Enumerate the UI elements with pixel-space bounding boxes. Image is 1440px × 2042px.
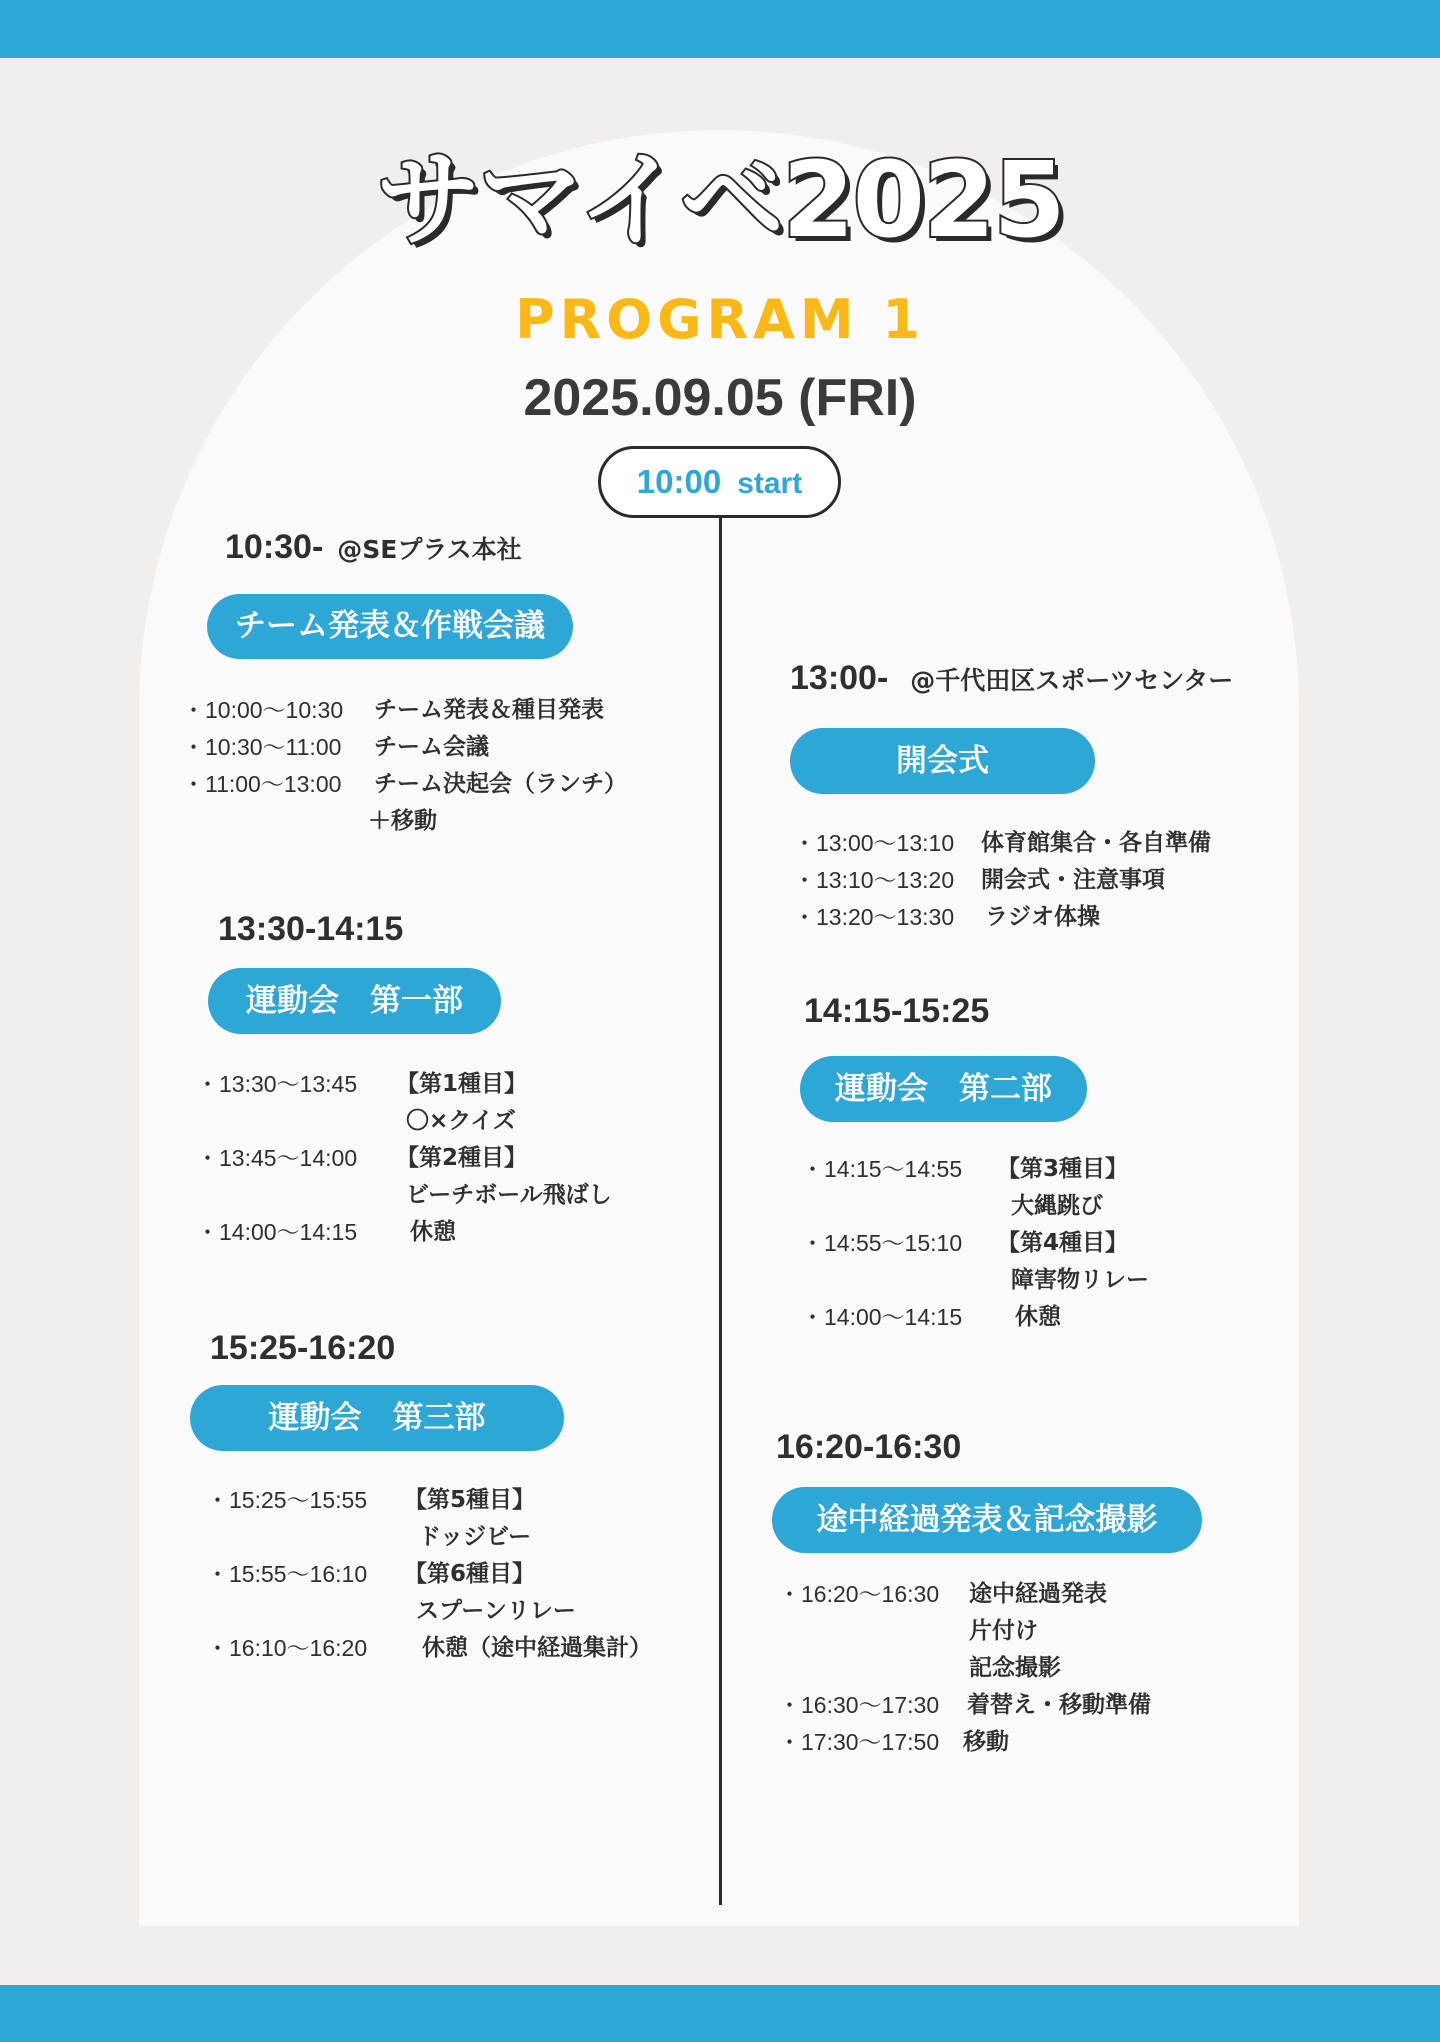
- timeline-line: [719, 518, 722, 1905]
- schedule-block-right-2: [804, 994, 989, 1028]
- block-heading-part-1: 運動会 第一部: [208, 968, 501, 1034]
- block-time: 16:20-16:30: [776, 1428, 962, 1466]
- schedule-block-left-3: [210, 1331, 395, 1365]
- block-venue: @千代田区スポーツセンター: [910, 666, 1234, 695]
- block-heading-opening: 開会式: [790, 728, 1095, 794]
- block-heading-part-2: 運動会 第二部: [800, 1056, 1087, 1122]
- block-time: 10:30- @SEプラス本社: [225, 528, 522, 566]
- block-time: 15:25-16:20: [210, 1329, 396, 1367]
- block-time: 13:30-14:15: [218, 910, 404, 948]
- schedule-block-left-2: [218, 912, 403, 946]
- block-heading-team-meeting: チーム発表＆作戦会議: [207, 594, 573, 659]
- start-badge: [598, 446, 841, 518]
- block-heading-interim-photo: 途中経過発表＆記念撮影: [772, 1487, 1202, 1553]
- block-venue: @SEプラス本社: [337, 535, 522, 564]
- event-date: 2025.09.05 (FRI): [523, 369, 917, 427]
- start-label: start: [737, 467, 803, 500]
- program-label: PROGRAM 1: [515, 288, 925, 351]
- block-heading-part-3: 運動会 第三部: [190, 1385, 564, 1451]
- bottom-band: [0, 1985, 1440, 2042]
- top-band: [0, 0, 1440, 58]
- block-time: 14:15-15:25: [804, 992, 990, 1030]
- page-title: サマイベ2025: [376, 139, 1064, 261]
- start-time: 10:00: [636, 463, 722, 500]
- schedule-block-right-3: [776, 1430, 961, 1464]
- schedule-block-right-1: [790, 661, 1233, 695]
- schedule-block-left-1: [225, 530, 522, 564]
- block-time: 13:00- @千代田区スポーツセンター: [790, 659, 1234, 697]
